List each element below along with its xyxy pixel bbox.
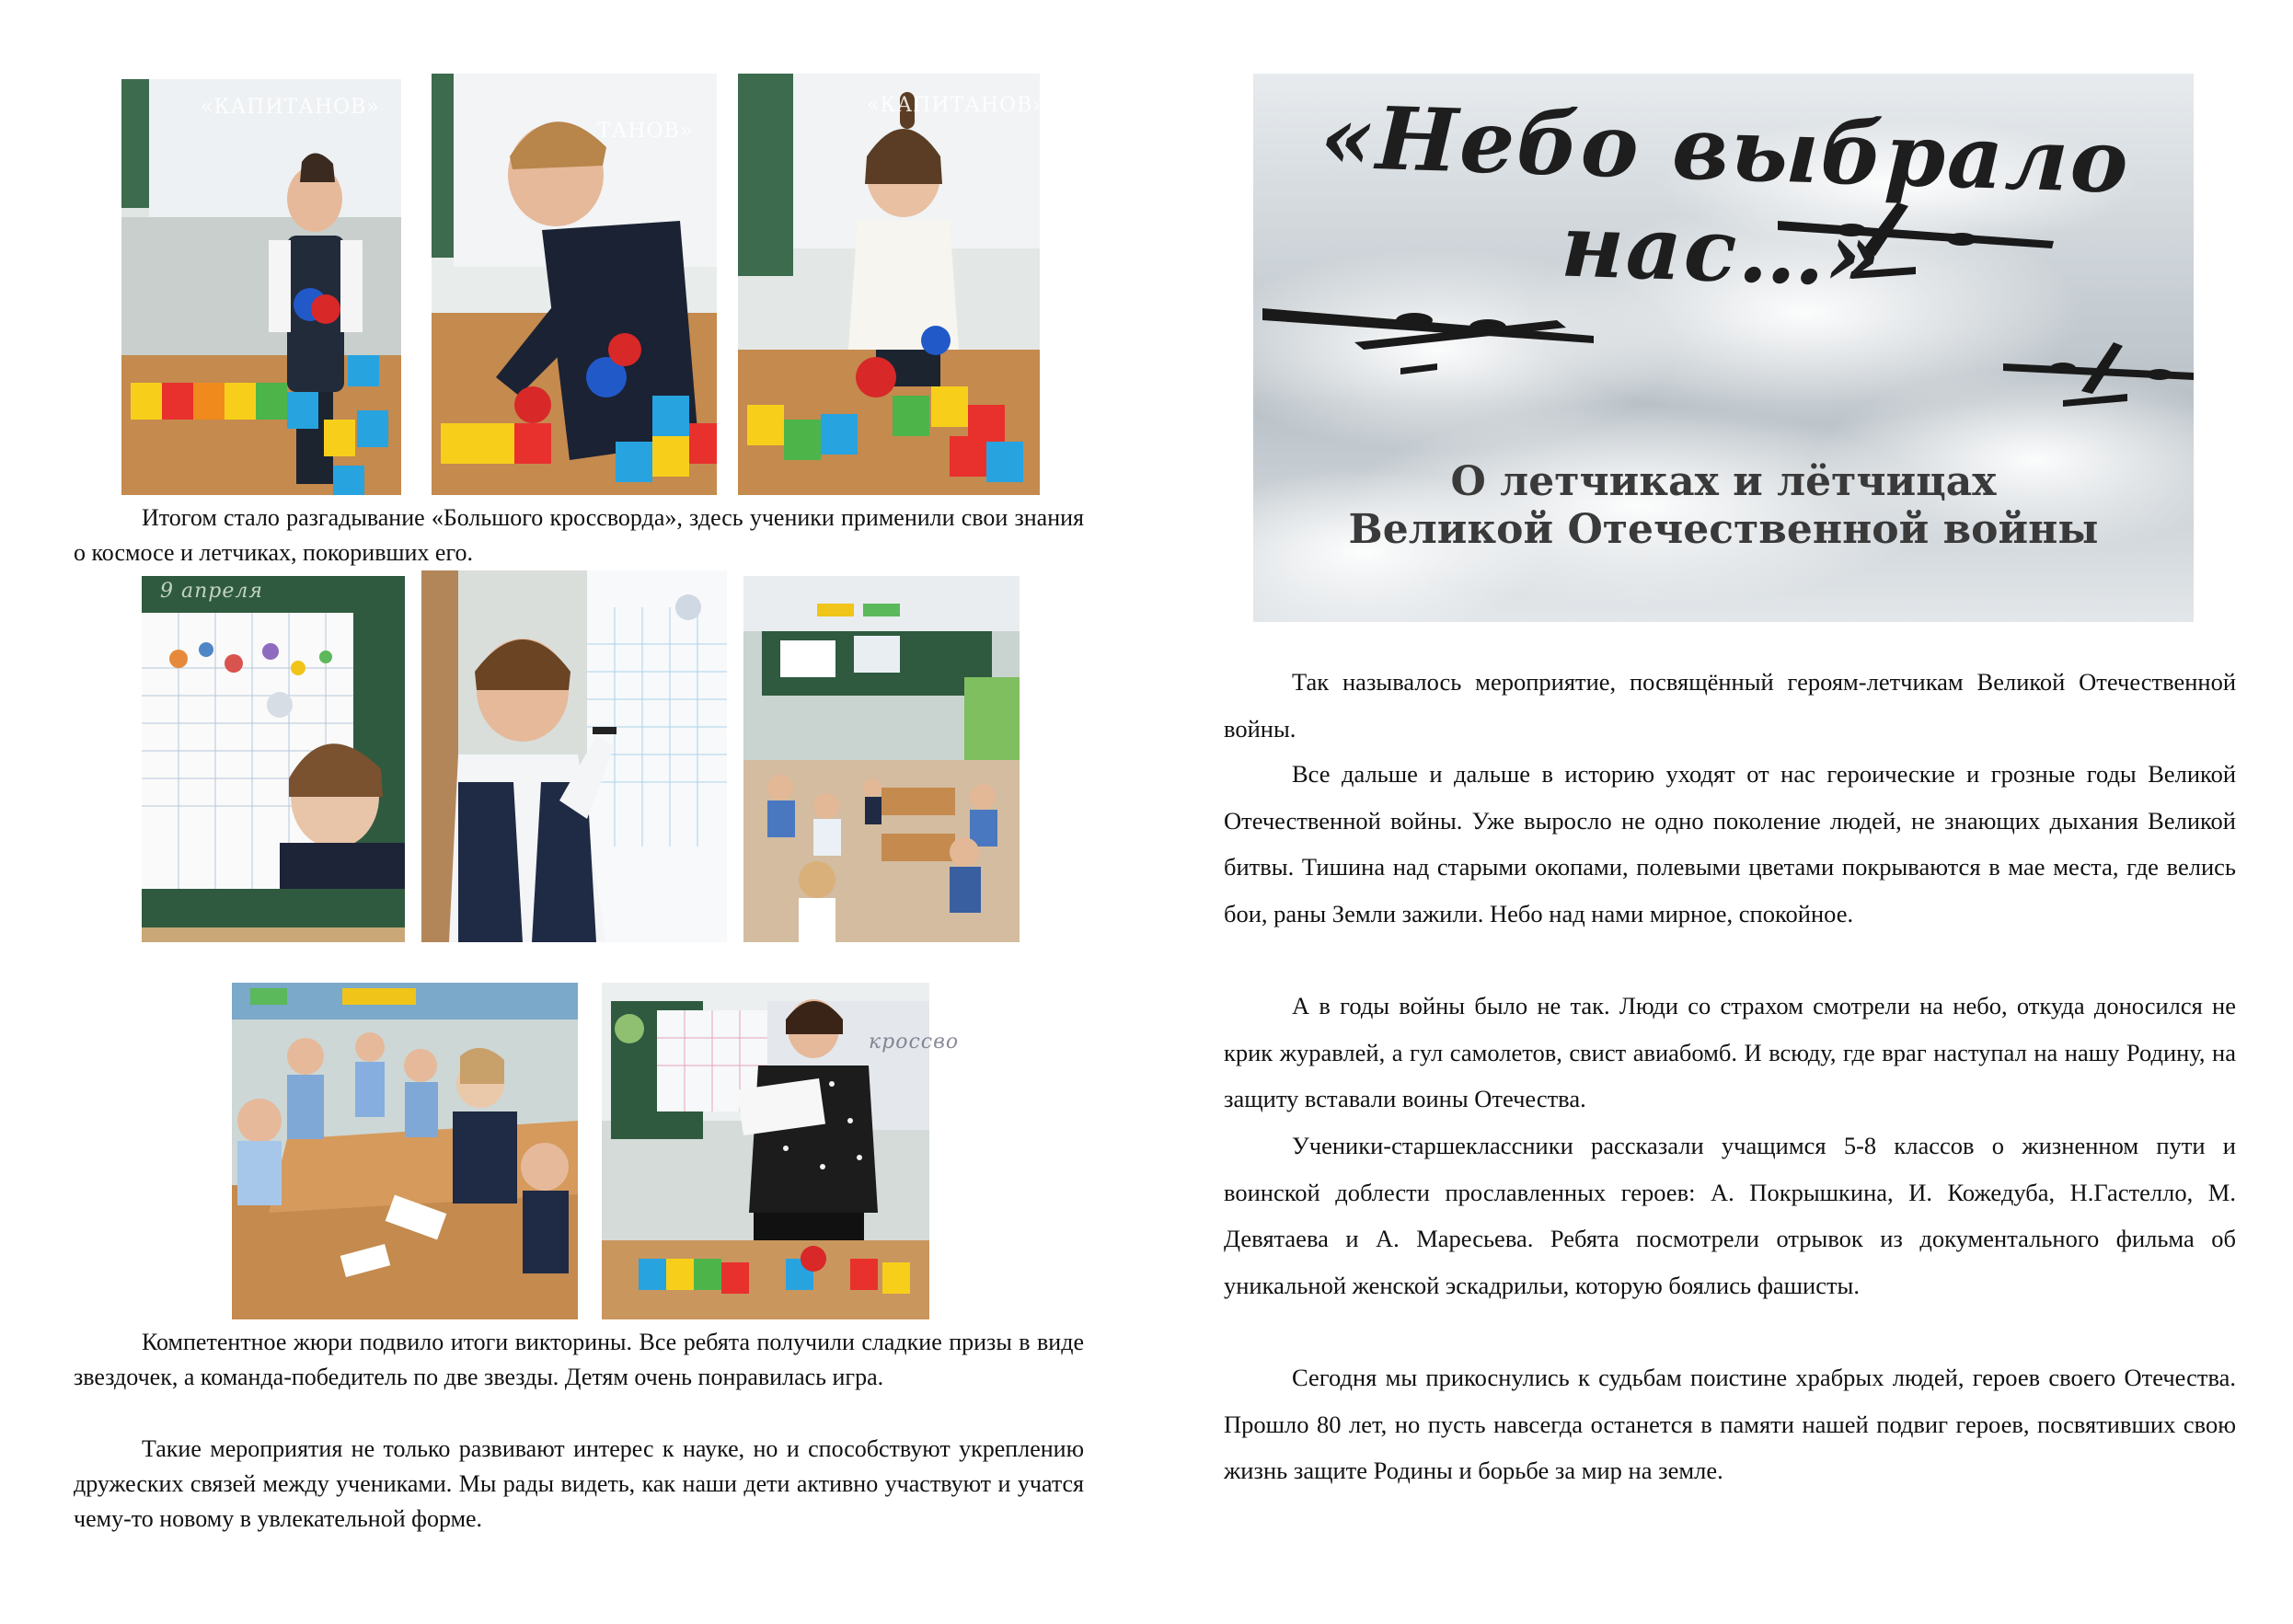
boy-arranging-cubes-photo [432, 74, 717, 495]
poster-image [1253, 74, 2194, 622]
paragraph-history: Все дальше и дальше в историю уходят от нас героические и грозные годы Великой Отечественной войны. Уже выросло не одно поколение людей, не знающих дыхания Великой битвы. Тишина над старыми окопами, полевыми цветами покрываются в мае места, где велись бои, раны Земли зажили. Небо над нами мирное, спокойное. [1224, 760, 2236, 927]
paragraph-conclusion: Такие мероприятия не только развивают интерес к науке, но и способствуют укреплению дружеских связей между учениками. Мы рады видеть, как наши дети активно участвуют и учатся чему-то новому в увлекательной форме. [74, 1435, 1084, 1532]
poster-title: «Небо выбрало нас…» [1319, 86, 2132, 307]
left-page [0, 0, 1146, 1624]
classroom-students-photo [743, 576, 1020, 942]
boy-writing-crossword-photo [421, 570, 727, 942]
paragraph-memory: Сегодня мы прикоснулись к судьбам поистине храбрых людей, героев своего Отечества. Прошло 80 лет, но пусть навсегда останется в памяти нашей подвиг героев, посвятивших свою жизнь защите Родины и борьбе за мир на земле. [1224, 1364, 2236, 1484]
teacher-reading-photo [602, 983, 960, 1319]
board-caption: «КАПИТАНОВ» [201, 96, 380, 119]
poster-subtitle-line1: О летчиках и лётчицах [1450, 458, 1997, 505]
paragraph-event-name: Так называлось мероприятие, посвящённый героям-летчикам Великой Отечественной войны. [1224, 668, 2236, 743]
paragraph-war-years: А в годы войны было не так. Люди со страхом смотрели на небо, откуда доносился не крик журавлей, а гул самолетов, свист авиабомб. И всюду, где враг наступал на нашу Родину, на защиту вставали воины Отечества. [1224, 992, 2236, 1112]
paragraph-jury-results: Компетентное жюри подвило итоги викторины. Все ребята получили сладкие призы в виде звездочек, а команда-победитель по две звезды. Детям очень понравилась игра. [74, 1329, 1084, 1390]
crossword-board-girl-photo [142, 576, 405, 942]
right-page [1146, 0, 2293, 1624]
paragraph-crossword: Итогом стало разгадывание «Большого кроссворда», здесь ученики применили свои знания о космосе и летчиках, покоривших его. [74, 504, 1084, 566]
board-caption: «КАПИТАНОВ» [867, 94, 1046, 117]
poster-subtitle-line2: Великой Отечественной войны [1348, 506, 2099, 553]
girl-with-cubes-photo [738, 74, 1046, 495]
board-caption: 9 апреля [160, 580, 263, 603]
board-caption: кроссво [869, 1031, 960, 1054]
board-caption: ТАНОВ» [597, 120, 694, 143]
paragraph-heroes: Ученики-старшеклассники рассказали учащимся 5-8 классов о жизненном пути и воинской доблести прославленных героев: А. Покрышкина, И. Кожедуба, Н.Гастелло, М. Девятаева и А. Маресьева. Ребята посмотрели отрывок из документального фильма об уникальной женской эскадрильи, которую боялись фашисты. [1224, 1132, 2236, 1299]
students-at-desks-photo [232, 983, 578, 1319]
boy-with-gloves-photo [121, 79, 401, 495]
